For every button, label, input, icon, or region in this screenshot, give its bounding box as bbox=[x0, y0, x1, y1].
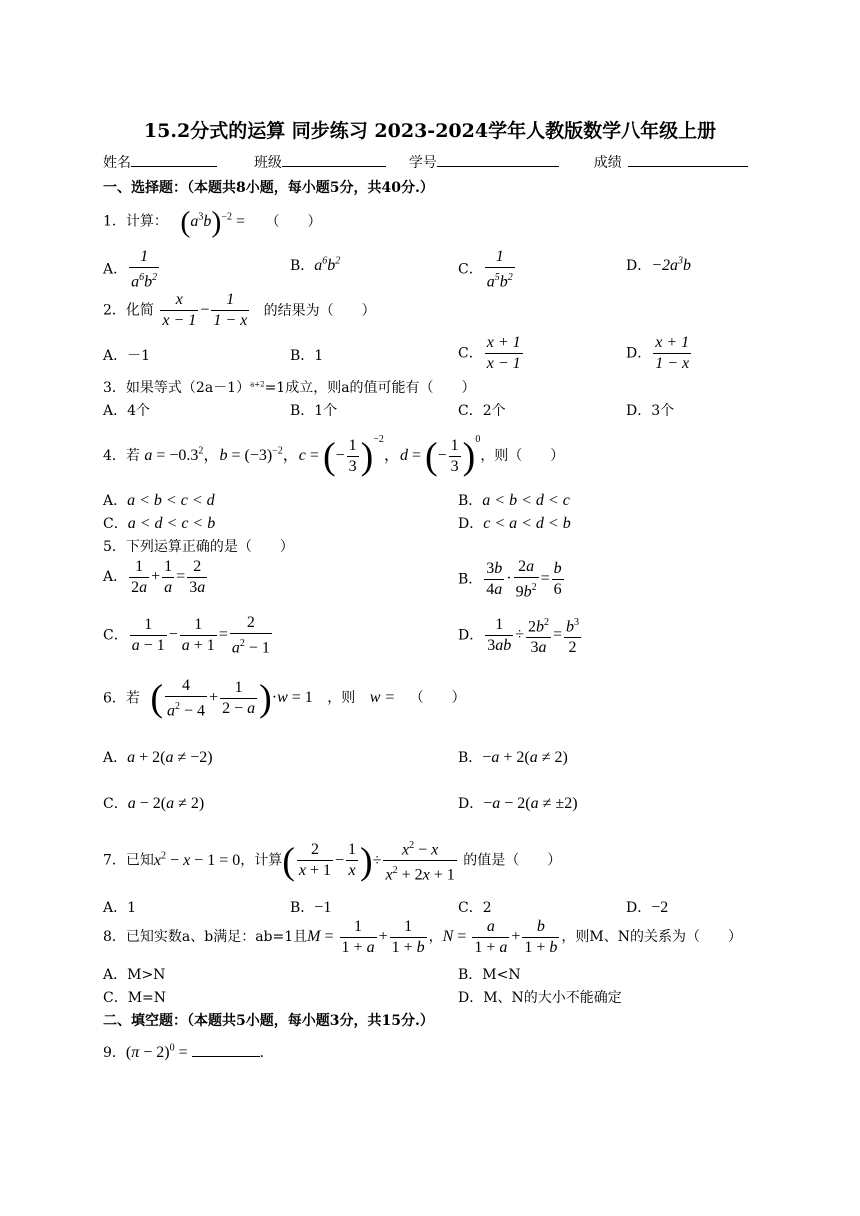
question-number: 2．化简 bbox=[103, 302, 154, 319]
option-2c[interactable] bbox=[458, 333, 525, 374]
option-6d[interactable] bbox=[458, 793, 578, 813]
question-number: 7．已知 bbox=[103, 852, 154, 869]
option-label: A． bbox=[103, 493, 128, 509]
answer-bracket: （ ） bbox=[265, 213, 322, 230]
question-tail: 的结果为（ ） bbox=[263, 302, 376, 319]
option-math: $\frac{1}{a^6b^2}$ bbox=[131, 248, 158, 291]
option-5a[interactable] bbox=[103, 557, 209, 598]
option-label: A． bbox=[103, 261, 128, 278]
option-5c[interactable] bbox=[103, 613, 274, 658]
math-expression: $a = -0.3^2$，$b = (-3)^{-2}$，c = (− $\frac{1}{3}$ )$^{-2}$，d = (− $\frac{1}{3}$ )$^0$ bbox=[144, 434, 481, 478]
answer-blank[interactable] bbox=[192, 1042, 260, 1057]
option-label: B． bbox=[290, 258, 315, 274]
option-8d[interactable]: D．M、N的大小不能确定 bbox=[458, 990, 622, 1006]
answer-bracket: （ ） bbox=[409, 690, 466, 707]
option-4c[interactable] bbox=[103, 513, 215, 533]
math-expression: $(a^3b)^{-2}$ = bbox=[180, 205, 246, 238]
question-tail: =1成立，则a的值可能有（ ） bbox=[264, 380, 476, 396]
option-label: D． bbox=[458, 627, 484, 644]
question-number: 1．计算： bbox=[103, 213, 168, 230]
name-label: 姓名 bbox=[103, 155, 131, 171]
option-7d[interactable] bbox=[626, 897, 668, 917]
option-label: D． bbox=[626, 345, 652, 362]
math-expression: $x^2 - x - 1 = 0$ bbox=[153, 850, 241, 869]
question-number: 6．若 bbox=[103, 690, 140, 707]
option-math: $\frac{1}{2a}$ + $\frac{1}{a}$ = $\frac{2}{3a}$ bbox=[131, 558, 206, 596]
option-2b[interactable]: B．1 bbox=[290, 348, 324, 364]
option-math: −a + 2(a ≠ 2) bbox=[482, 749, 568, 766]
option-1d[interactable] bbox=[626, 255, 691, 275]
question-number: 9． bbox=[103, 1045, 126, 1061]
score-label: 成绩 bbox=[593, 155, 622, 171]
section-heading-fill: 二、填空题：（本题共5小题，每小题3分，共15分.） bbox=[103, 1013, 434, 1029]
id-label: 学号 bbox=[408, 155, 437, 171]
option-label: D． bbox=[458, 516, 484, 532]
math-expression: w = bbox=[369, 689, 396, 707]
option-math: $\frac{x + 1}{1 - x}$ bbox=[655, 334, 690, 372]
option-4b[interactable] bbox=[458, 490, 570, 510]
option-math: a − 2(a ≠ 2) bbox=[127, 795, 205, 812]
question-8 bbox=[103, 917, 742, 958]
option-6c[interactable] bbox=[103, 793, 204, 813]
question-tail: ，则M、N的关系为（ ） bbox=[561, 929, 743, 946]
math-expression: ( $\frac{4}{a^2 - 4}$ + $\frac{1}{2 - a}$ )·w = 1 bbox=[150, 677, 313, 720]
option-math: c < a < d < b bbox=[483, 515, 571, 532]
name-blank[interactable] bbox=[131, 152, 217, 167]
question-7 bbox=[103, 836, 561, 886]
question-tail: 的值是（ ） bbox=[463, 852, 562, 869]
option-label: D． bbox=[458, 796, 484, 812]
option-5b[interactable] bbox=[458, 557, 566, 602]
option-4d[interactable] bbox=[458, 513, 571, 533]
option-label: B． bbox=[458, 493, 483, 509]
option-label: B． bbox=[290, 900, 315, 916]
option-2a[interactable]: A．－1 bbox=[103, 348, 151, 364]
question-tail: ，则（ ） bbox=[480, 448, 565, 464]
question-5: 5．下列运算正确的是（ ） bbox=[103, 539, 294, 555]
option-math: −1 bbox=[314, 899, 332, 916]
question-text: ，计算 bbox=[240, 852, 283, 869]
option-math: −a − 2(a ≠ ±2) bbox=[483, 795, 578, 812]
math-expression: $\frac{x}{x - 1}$ bbox=[162, 291, 197, 329]
option-7b[interactable] bbox=[290, 897, 331, 917]
id-blank[interactable] bbox=[437, 152, 559, 167]
option-1c[interactable] bbox=[458, 247, 517, 292]
option-label: A． bbox=[103, 569, 128, 586]
option-label: B． bbox=[458, 571, 483, 588]
option-1b[interactable] bbox=[290, 255, 340, 275]
option-label: A． bbox=[103, 750, 128, 766]
page-title: 15.2分式的运算 同步练习 2023-2024学年人教版数学八年级上册 bbox=[143, 120, 717, 142]
option-math: $\frac{1}{a^5b^2}$ bbox=[486, 248, 513, 291]
question-3 bbox=[103, 377, 476, 397]
option-math: $a^6b^2$ bbox=[314, 255, 341, 274]
option-8c[interactable]: C．M=N bbox=[103, 990, 167, 1006]
option-math: a + 2(a ≠ −2) bbox=[127, 749, 213, 766]
option-4a[interactable] bbox=[103, 490, 215, 510]
question-text: 3．如果等式（2a－1） bbox=[103, 380, 251, 396]
question-text: ， bbox=[428, 929, 443, 946]
option-math: $\frac{x + 1}{x - 1}$ bbox=[486, 334, 521, 372]
option-label: C． bbox=[458, 345, 483, 362]
option-6b[interactable] bbox=[458, 747, 568, 767]
option-7a[interactable]: A．1 bbox=[103, 900, 137, 916]
section-heading-choice: 一、选择题：（本题共8小题，每小题5分，共40分.） bbox=[103, 180, 434, 196]
option-math: $-2a^3b$ bbox=[651, 255, 692, 274]
question-6 bbox=[103, 676, 466, 721]
question-text: ，则 bbox=[327, 690, 356, 707]
option-label: C． bbox=[103, 627, 128, 644]
question-4 bbox=[103, 434, 564, 477]
option-label: C． bbox=[103, 796, 128, 812]
option-label: B． bbox=[458, 750, 483, 766]
option-math: a < d < c < b bbox=[127, 515, 216, 532]
student-info-line bbox=[103, 152, 748, 172]
math-expression: $(\pi - 2)^0$ = bbox=[125, 1042, 192, 1061]
option-math: $\frac{1}{3ab}$ ÷ $\frac{2b^2}{3a}$ = $\frac{b^3}{2}$ bbox=[487, 616, 580, 657]
option-label: C． bbox=[458, 261, 483, 278]
class-blank[interactable] bbox=[282, 152, 386, 167]
option-3d[interactable]: D．3个 bbox=[626, 403, 675, 419]
option-8a[interactable]: A．M>N bbox=[103, 967, 166, 983]
option-math: $\frac{1}{a - 1}$ − $\frac{1}{a + 1}$ = $\frac{2}{a^2 - 1}$ bbox=[131, 614, 270, 657]
option-label: C． bbox=[103, 516, 128, 532]
option-label: D． bbox=[626, 900, 652, 916]
option-1a[interactable] bbox=[103, 247, 161, 292]
option-6a[interactable] bbox=[103, 747, 213, 767]
math-expression: $\frac{1}{1 - x}$ bbox=[213, 291, 248, 329]
option-math: −2 bbox=[651, 899, 669, 916]
question-tail: ． bbox=[259, 1045, 274, 1061]
option-math: a < b < c < d bbox=[127, 492, 215, 509]
exponent: a+2 bbox=[250, 380, 265, 389]
option-3a[interactable]: A．4个 bbox=[103, 403, 151, 419]
question-9 bbox=[103, 1042, 274, 1062]
option-2d[interactable] bbox=[626, 333, 693, 374]
option-3c[interactable]: C．2个 bbox=[458, 403, 506, 419]
question-number: 8．已知实数a、b满足：ab=1且 bbox=[103, 929, 308, 946]
option-math: a < b < d < c bbox=[482, 492, 570, 509]
math-expression: ( $\frac{2}{x + 1}$ − $\frac{1}{x}$ )÷ $\frac{x^2 - x}{x^2 + 2x + 1}$ bbox=[282, 839, 455, 884]
option-label: D． bbox=[626, 258, 652, 274]
question-1 bbox=[103, 207, 322, 237]
class-label: 班级 bbox=[253, 155, 282, 171]
score-blank[interactable] bbox=[628, 152, 748, 167]
option-3b[interactable]: B．1个 bbox=[290, 403, 338, 419]
math-expression: M = $\frac{1}{1 + a}$ + $\frac{1}{1 + b}$ bbox=[307, 918, 425, 956]
question-number: 4．若 bbox=[103, 448, 140, 464]
question-2: 2．化简 $\frac{x}{x - 1}$ − $\frac{1}{1 - x}$ 的结果为（ ） bbox=[103, 291, 376, 329]
option-5d[interactable] bbox=[458, 613, 583, 658]
math-expression: N = $\frac{a}{1 + a}$ + $\frac{b}{1 + b}$ bbox=[442, 918, 558, 956]
option-7c[interactable]: C．2 bbox=[458, 900, 492, 916]
option-math: $\frac{3b}{4a}$ · $\frac{2a}{9b^2}$ = $\frac{b}{6}$ bbox=[486, 558, 562, 601]
option-8b[interactable]: B．M<N bbox=[458, 967, 521, 983]
